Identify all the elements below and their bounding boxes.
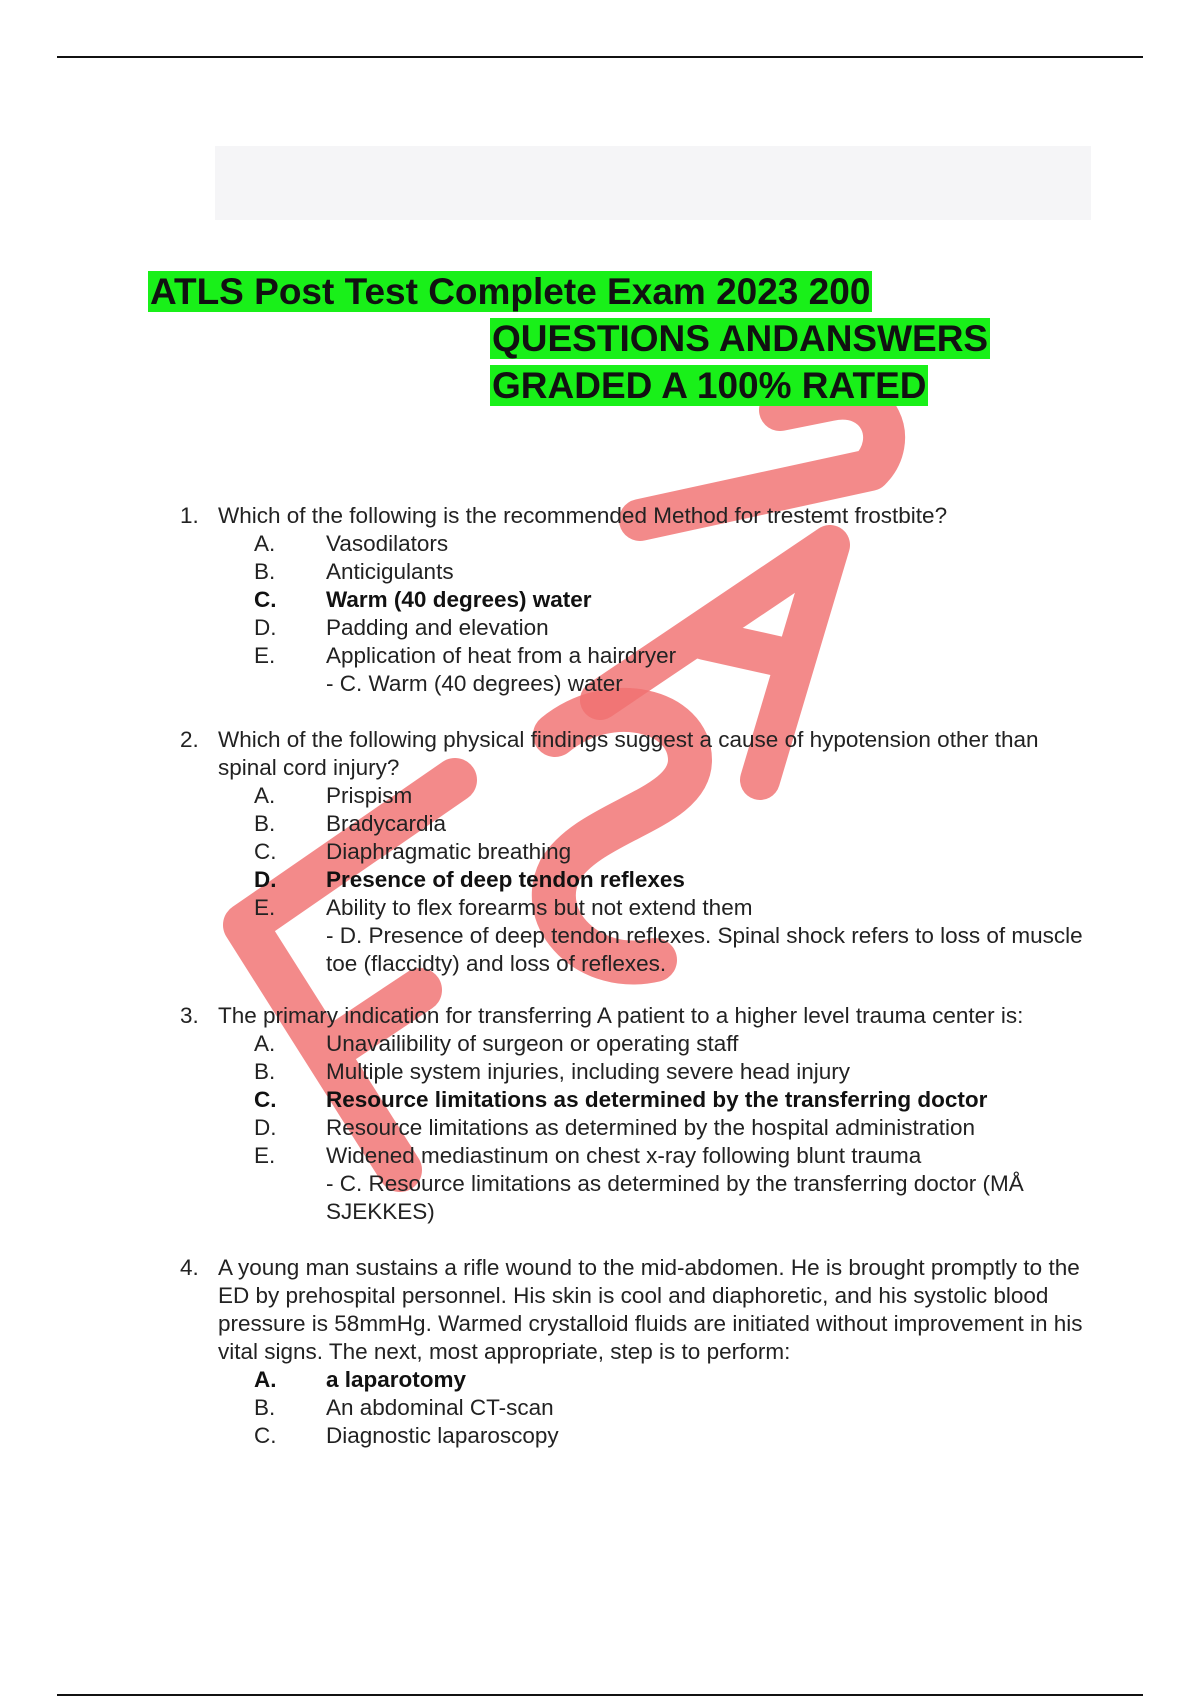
option-d: D. Resource limitations as determined by the hospital administration	[254, 1115, 976, 1140]
option-b: B. Multiple system injuries, including severe head injury	[254, 1059, 850, 1084]
question-1	[180, 502, 1100, 698]
option-c: C. Diagnostic laparoscopy	[254, 1423, 559, 1448]
question-stem: Which of the following is the recommended Method for trestemt frostbite?	[218, 503, 948, 528]
option-a: A. Vasodilators	[254, 531, 449, 556]
answer-explanation: - D. Presence of deep tendon reflexes. Spinal shock refers to loss of muscle toe (flaccidty) and loss of reflexes.	[326, 923, 1083, 976]
option-a: A. Unavailibility of surgeon or operating staff	[254, 1031, 739, 1056]
question-stem: A young man sustains a rifle wound to the mid-abdomen. He is brought promptly to the ED by prehospital personnel. His skin is cool and diaphoretic, and his systolic blood pressure is 58mmHg. Warmed crystalloid fluids are initiated without improvement in his vital signs. The next, most appropriate, step is to perform:	[218, 1255, 1083, 1364]
question-stem: The primary indication for transferring A patient to a higher level trauma center is:	[218, 1003, 1024, 1028]
question-stem: Which of the following physical findings suggest a cause of hypotension other than spinal cord injury?	[218, 727, 1039, 780]
answer-explanation: - C. Warm (40 degrees) water	[326, 671, 623, 696]
footer-rule	[57, 1694, 1143, 1696]
option-d: D. Padding and elevation	[254, 615, 549, 640]
option-e: E. Widened mediastinum on chest x-ray following blunt trauma	[254, 1143, 922, 1168]
option-b: B. An abdominal CT-scan	[254, 1395, 554, 1420]
question-number: 2.	[180, 727, 199, 752]
option-b: B. Bradycardia	[254, 811, 447, 836]
question-number: 3.	[180, 1003, 199, 1028]
question-number: 1.	[180, 503, 199, 528]
answer-explanation: - C. Resource limitations as determined by the transferring doctor (MÅ SJEKKES)	[326, 1171, 1024, 1224]
option-d-correct: D. Presence of deep tendon reflexes	[254, 867, 685, 892]
header-band	[215, 146, 1091, 220]
option-e: E. Ability to flex forearms but not extend them	[254, 895, 753, 920]
question-4	[180, 1254, 1100, 1450]
header-rule	[57, 56, 1143, 58]
option-b: B. Anticigulants	[254, 559, 454, 584]
option-c: C. Diaphragmatic breathing	[254, 839, 572, 864]
question-2	[180, 726, 1100, 978]
title-line-1: ATLS Post Test Complete Exam 2023 200	[150, 271, 871, 312]
question-3	[180, 1002, 1100, 1226]
title-line-3: GRADED A 100% RATED	[492, 365, 927, 406]
title-line-2: QUESTIONS ANDANSWERS	[492, 318, 989, 359]
option-c-correct: C. Warm (40 degrees) water	[254, 587, 592, 612]
question-number: 4.	[180, 1255, 199, 1280]
option-e: E. Application of heat from a hairdryer	[254, 643, 677, 668]
option-c-correct: C. Resource limitations as determined by the transferring doctor	[254, 1087, 988, 1112]
option-a-correct: A. a laparotomy	[254, 1367, 467, 1392]
option-a: A. Prispism	[254, 783, 413, 808]
